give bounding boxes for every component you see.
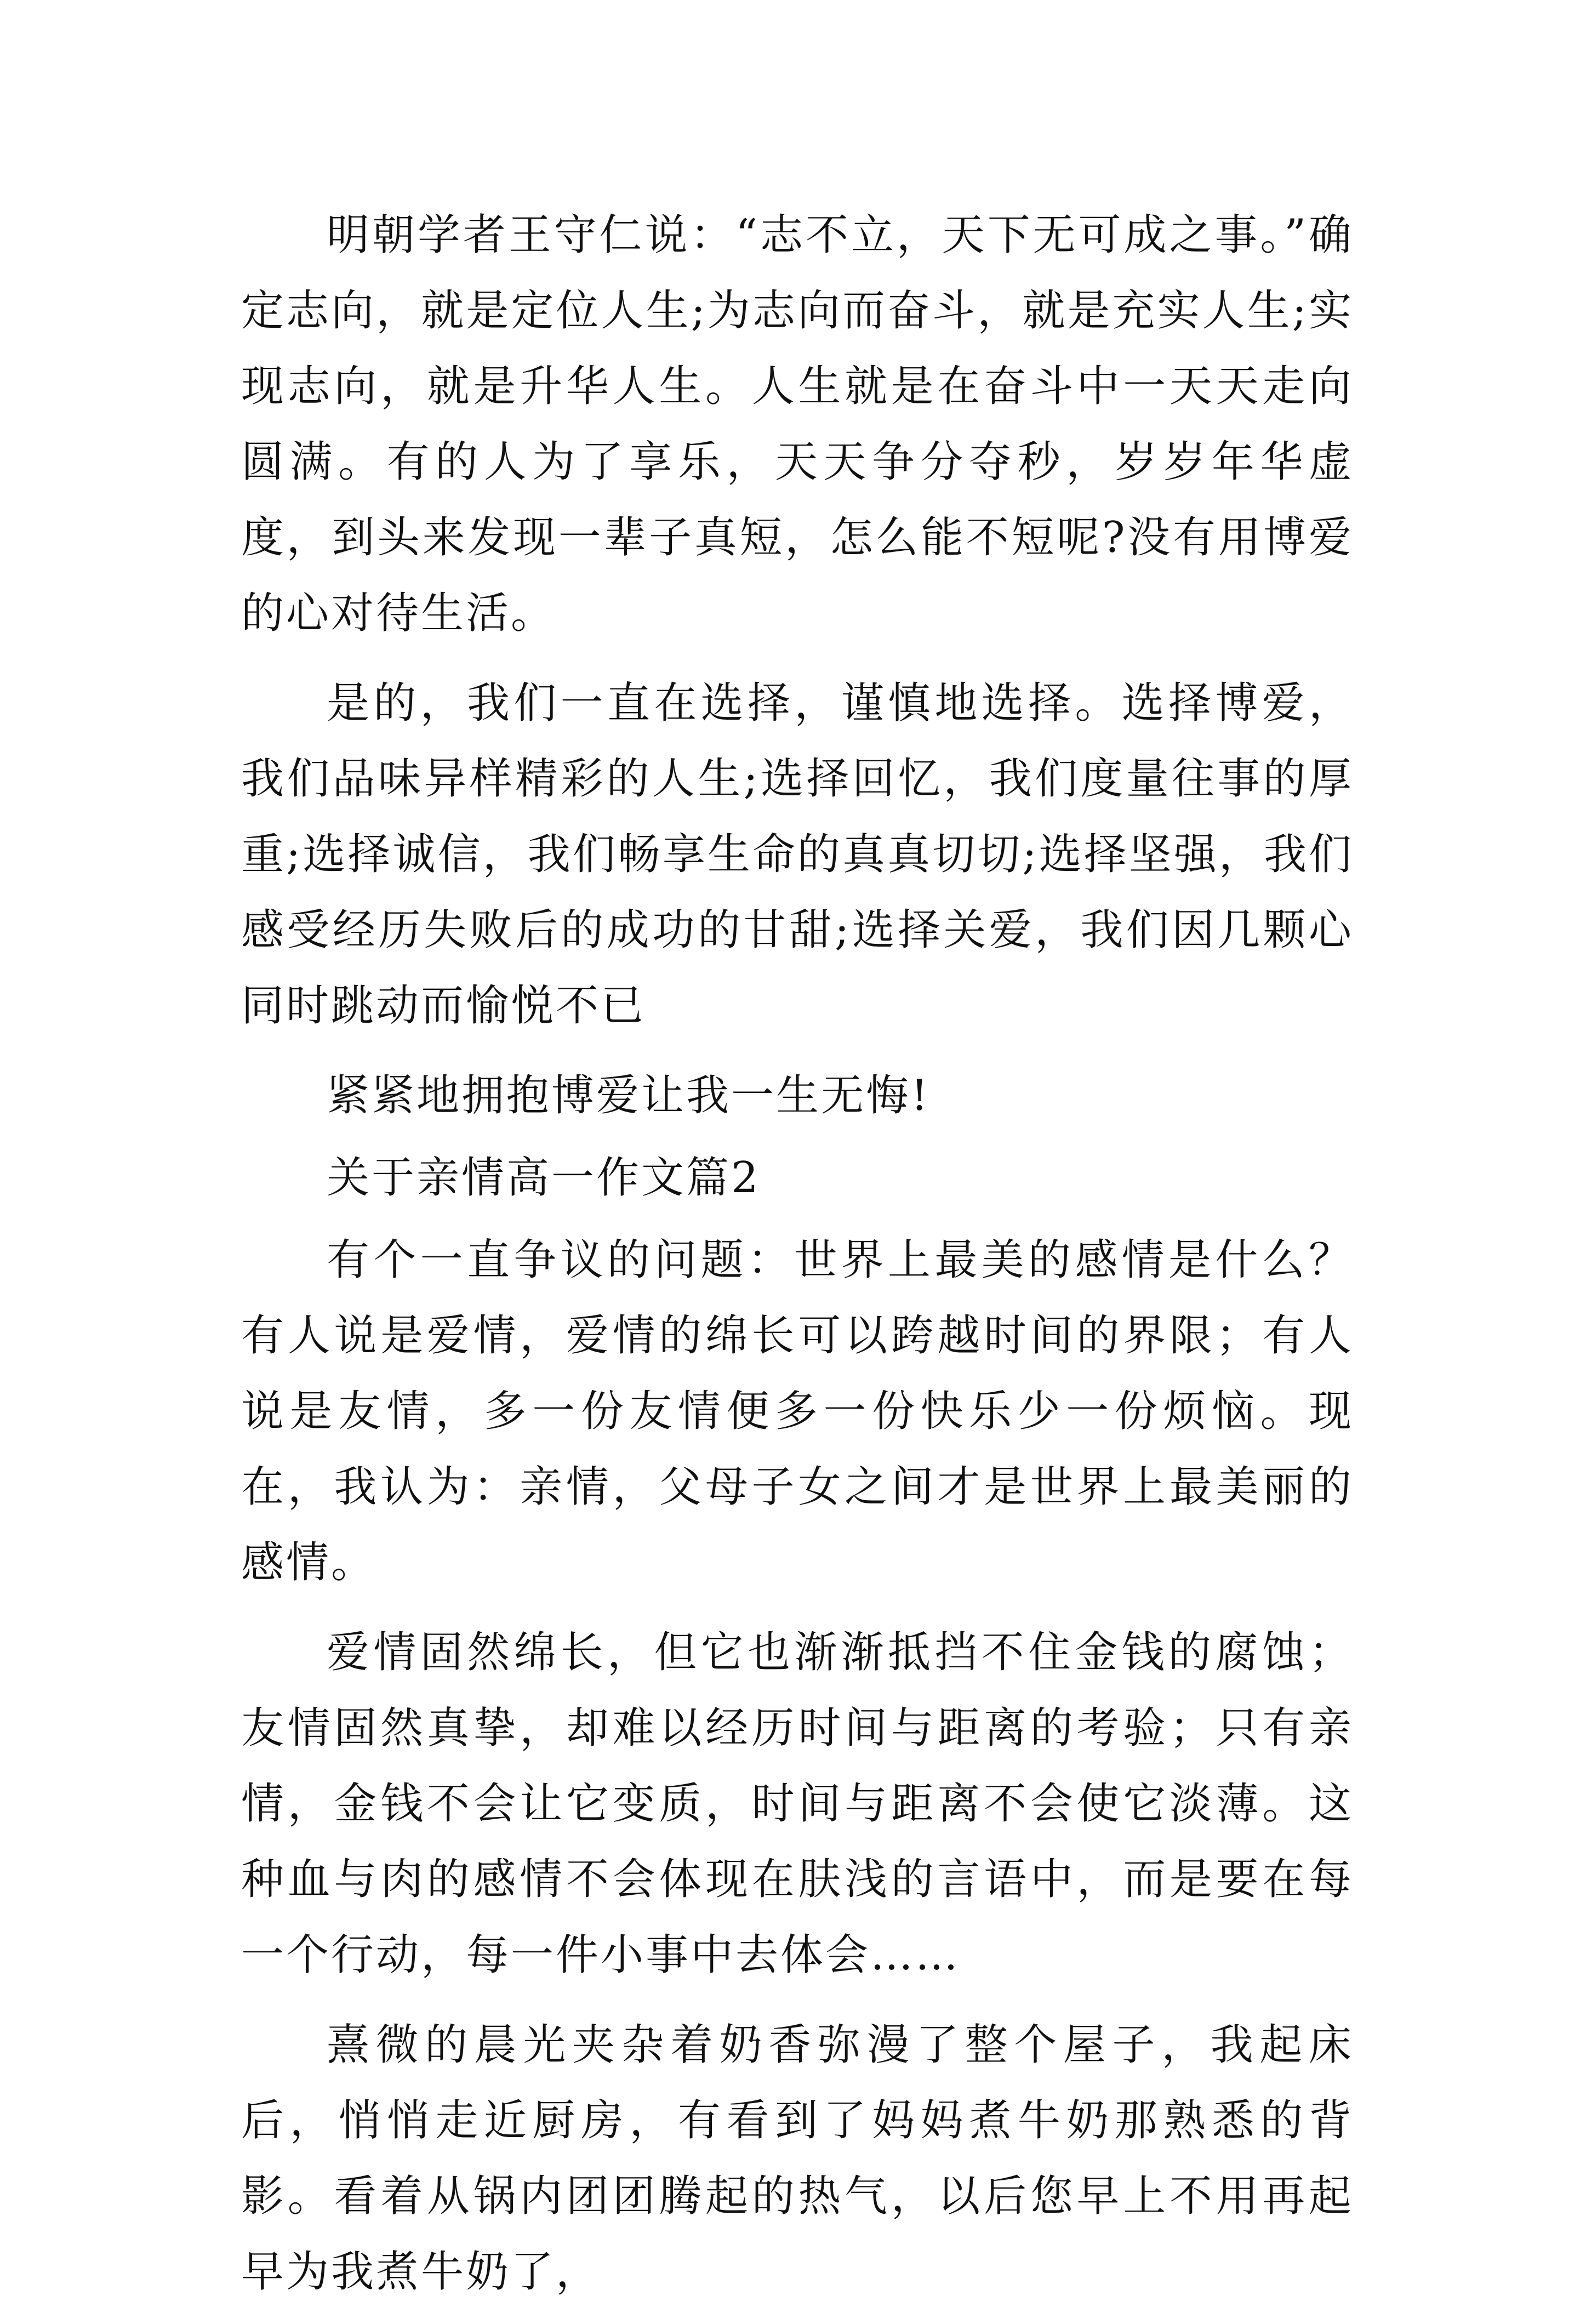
essay-heading: 关于亲情高一作文篇2 bbox=[327, 1153, 761, 1203]
document-body bbox=[241, 197, 1354, 2324]
paragraph-embrace: 紧紧地拥抱博爱让我一生无悔! bbox=[327, 1071, 931, 1120]
paragraph-comparison: 爱情固然绵长，但它也渐渐抵挡不住金钱的腐蚀；友情固然真挚，却难以经历时间与距离的考验；只有亲情，金钱不会让它变质，时间与距离不会使它淡薄。这种血与肉的感情不会体现在肤浅的言语中，而是要在每一个行动，每一件小事中去体会…… bbox=[241, 1628, 1354, 1980]
paragraph-question: 有个一直争议的问题：世界上最美的感情是什么？有人说是爱情，爱情的绵长可以跨越时间的界限；有人说是友情，多一份友情便多一份快乐少一份烦恼。现在，我认为：亲情，父母子女之间才是世界上最美丽的感情。 bbox=[241, 1235, 1354, 1587]
paragraph-resolve: 明朝学者王守仁说：“志不立，天下无可成之事。”确定志向，就是定位人生;为志向而奋斗，就是充实人生;实现志向，就是升华人生。人生就是在奋斗中一天天走向圆满。有的人为了享乐，天天争分夺秒，岁岁年华虚度，到头来发现一辈子真短，怎么能不短呢?没有用博爱的心对待生活。 bbox=[241, 210, 1354, 638]
paragraph-morning: 熹微的晨光夹杂着奶香弥漫了整个屋子，我起床后，悄悄走近厨房，有看到了妈妈煮牛奶那熟悉的背影。看着从锅内团团腾起的热气，以后您早上不用再起早为我煮牛奶了， bbox=[241, 2020, 1354, 2297]
paragraph-choice: 是的，我们一直在选择，谨慎地选择。选择博爱，我们品味异样精彩的人生;选择回忆，我们度量往事的厚重;选择诚信，我们畅享生命的真真切切;选择坚强，我们感受经历失败后的成功的甘甜;选择关爱，我们因几颗心同时跳动而愉悦不已 bbox=[241, 679, 1354, 1030]
